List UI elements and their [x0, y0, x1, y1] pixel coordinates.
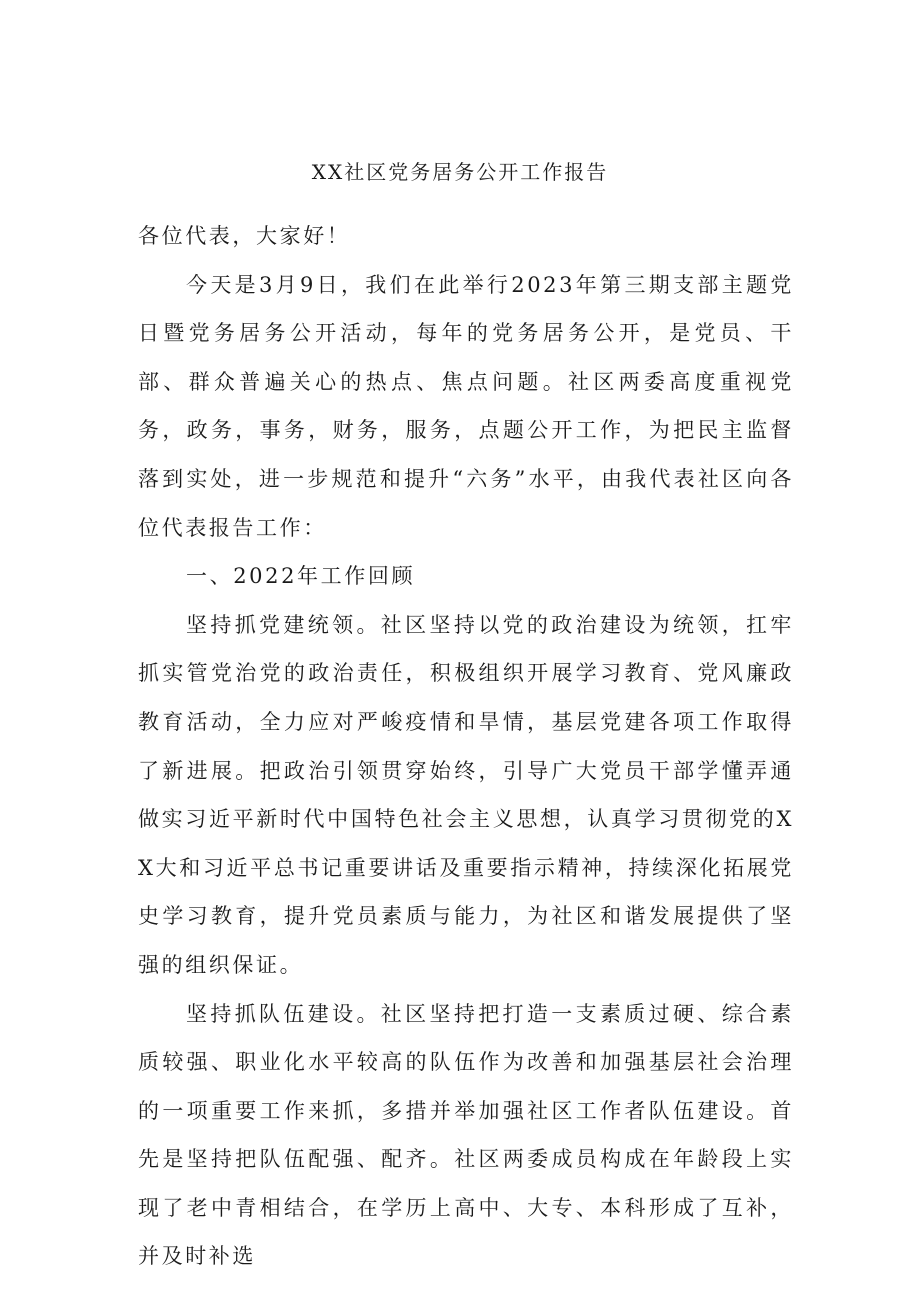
- paragraph-party-building: 坚持抓党建统领。社区坚持以党的政治建设为统领，扛牢抓实管党治党的政治责任，积极组织开展学习教育、党风廉政教育活动，全力应对严峻疫情和旱情，基层党建各项工作取得了新进展。把政治引领贯穿始终，引导广大党员干部学懂弄通做实习近平新时代中国特色社会主义思想，认真学习贯彻党的XX大和习近平总书记重要讲话及重要指示精神，持续深化拓展党史学习教育，提升党员素质与能力，为社区和谐发展提供了坚强的组织保证。: [138, 612, 794, 977]
- section-heading: 一、2022年工作回顾: [186, 564, 416, 589]
- document-body: [138, 212, 794, 1281]
- paragraph-team-building: 坚持抓队伍建设。社区坚持把打造一支素质过硬、综合素质较强、职业化水平较高的队伍作为改善和加强基层社会治理的一项重要工作来抓，多措并举加强社区工作者队伍建设。首先是坚持把队伍配强、配齐。社区两委成员构成在年龄段上实现了老中青相结合，在学历上高中、大专、本科形成了互补，并及时补选: [138, 1001, 794, 1269]
- paragraph-intro: 今天是3月9日，我们在此举行2023年第三期支部主题党日暨党务居务公开活动，每年的党务居务公开，是党员、干部、群众普遍关心的热点、焦点问题。社区两委高度重视党务，政务，事务，财务，服务，点题公开工作，为把民主监督落到实处，进一步规范和提升“六务”水平，由我代表社区向各位代表报告工作：: [138, 272, 794, 540]
- document-title: XX社区党务居务公开工作报告: [311, 160, 609, 184]
- salutation: 各位代表，大家好！: [138, 224, 351, 248]
